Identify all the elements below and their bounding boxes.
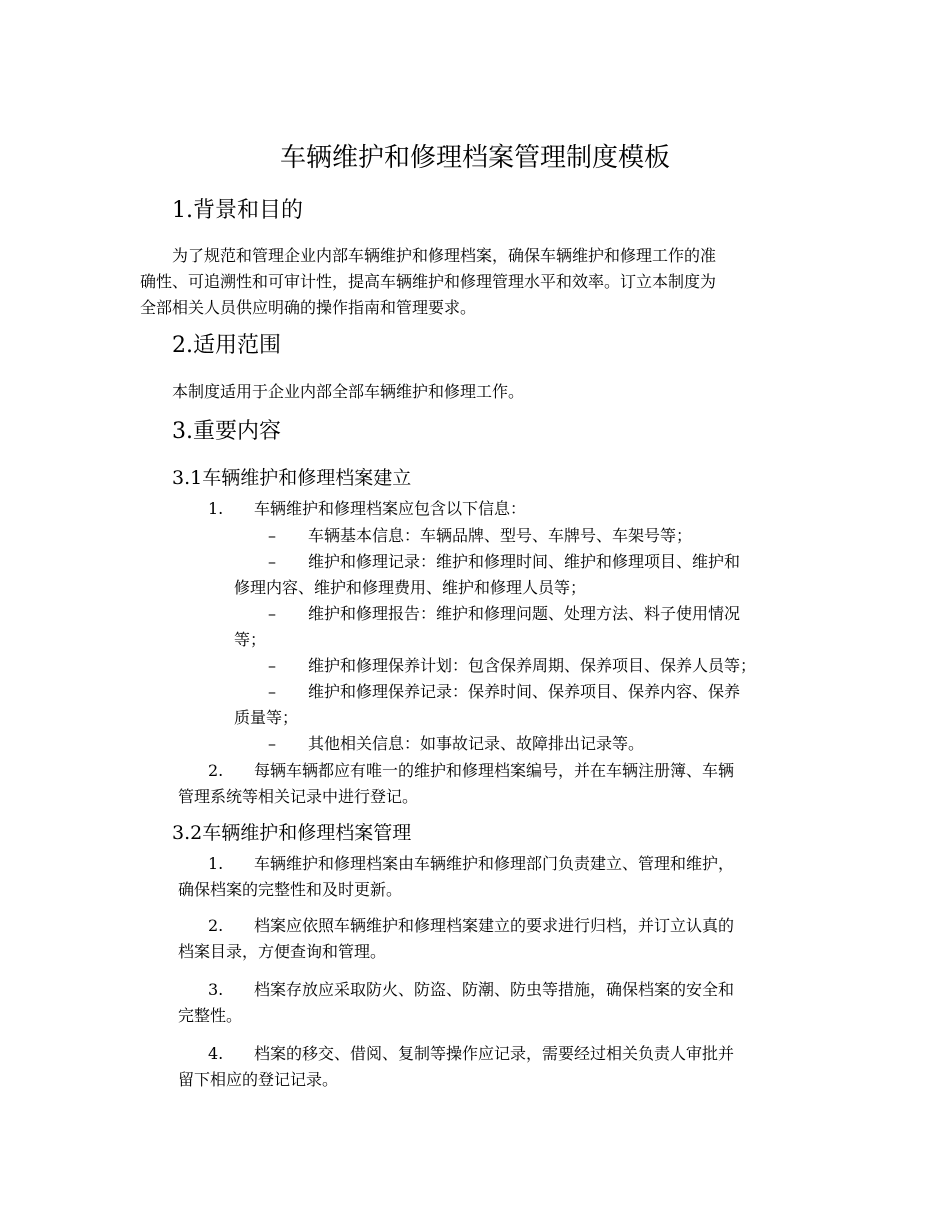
- section-1-paragraph-line-1: 为了规范和管理企业内部车辆维护和修理档案，确保车辆维护和修理工作的准: [172, 246, 717, 265]
- section-1-paragraph-line-2: 确性、可追溯性和可审计性，提高车辆维护和修理管理水平和效率。订立本制度为: [140, 272, 717, 291]
- section-2-heading: 2.适用范围: [172, 333, 281, 358]
- list-item-number: 1.: [208, 854, 224, 873]
- bullet-dash: –: [268, 656, 276, 675]
- list-item-text-continued: 档案目录，方便查询和管理。: [178, 942, 387, 961]
- bullet-line: 维护和修理保养记录：保养时间、保养项目、保养内容、保养: [308, 682, 741, 701]
- list-item-text-continued: 管理系统等相关记录中进行登记。: [178, 787, 419, 806]
- subsection-3-1-heading: 3.1车辆维护和修理档案建立: [172, 467, 412, 489]
- bullet-line: 其他相关信息：如事故记录、故障排出记录等。: [308, 734, 645, 753]
- list-item-text-continued: 留下相应的登记记录。: [178, 1070, 339, 1089]
- list-item-number: 3.: [208, 980, 224, 999]
- list-item-text-continued: 确保档案的完整性和及时更新。: [178, 880, 403, 899]
- section-1-paragraph-line-3: 全部相关人员供应明确的操作指南和管理要求。: [140, 298, 477, 317]
- subsection-3-2-heading: 3.2车辆维护和修理档案管理: [172, 822, 412, 844]
- list-item-text: 车辆维护和修理档案应包含以下信息：: [254, 499, 527, 518]
- bullet-line: 维护和修理报告：维护和修理问题、处理方法、料子使用情况: [308, 604, 741, 623]
- document-title: 车辆维护和修理档案管理制度模板: [279, 143, 670, 173]
- bullet-dash: –: [268, 526, 276, 545]
- list-item-text: 档案应依照车辆维护和修理档案建立的要求进行归档，并订立认真的: [254, 916, 735, 935]
- section-3-heading: 3.重要内容: [172, 419, 281, 444]
- bullet-line: 维护和修理记录：维护和修理时间、维护和修理项目、维护和: [308, 552, 741, 571]
- bullet-line-continued: 等；: [234, 630, 267, 649]
- bullet-line: 车辆基本信息：车辆品牌、型号、车牌号、车架号等；: [308, 526, 693, 545]
- list-item-number: 2.: [208, 761, 224, 780]
- list-item-number: 2.: [208, 916, 224, 935]
- section-2-paragraph: 本制度适用于企业内部全部车辆维护和修理工作。: [172, 382, 525, 401]
- list-item-number: 1.: [208, 499, 224, 518]
- list-item-text: 车辆维护和修理档案由车辆维护和修理部门负责建立、管理和维护，: [254, 854, 735, 873]
- bullet-line-continued: 修理内容、维护和修理费用、维护和修理人员等；: [234, 578, 587, 597]
- bullet-dash: –: [268, 604, 276, 623]
- list-item-text: 每辆车辆都应有唯一的维护和修理档案编号，并在车辆注册簿、车辆: [254, 761, 735, 780]
- list-item-text: 档案存放应采取防火、防盗、防潮、防虫等措施，确保档案的安全和: [254, 980, 735, 999]
- bullet-line-continued: 质量等；: [234, 708, 299, 727]
- bullet-line: 维护和修理保养计划：包含保养周期、保养项目、保养人员等；: [308, 656, 757, 675]
- section-1-heading: 1.背景和目的: [172, 198, 303, 223]
- bullet-dash: –: [268, 552, 276, 571]
- list-item-number: 4.: [208, 1044, 224, 1063]
- list-item-text: 档案的移交、借阅、复制等操作应记录，需要经过相关负责人审批并: [254, 1044, 735, 1063]
- list-item-text-continued: 完整性。: [178, 1006, 243, 1025]
- bullet-dash: –: [268, 734, 276, 753]
- bullet-dash: –: [268, 682, 276, 701]
